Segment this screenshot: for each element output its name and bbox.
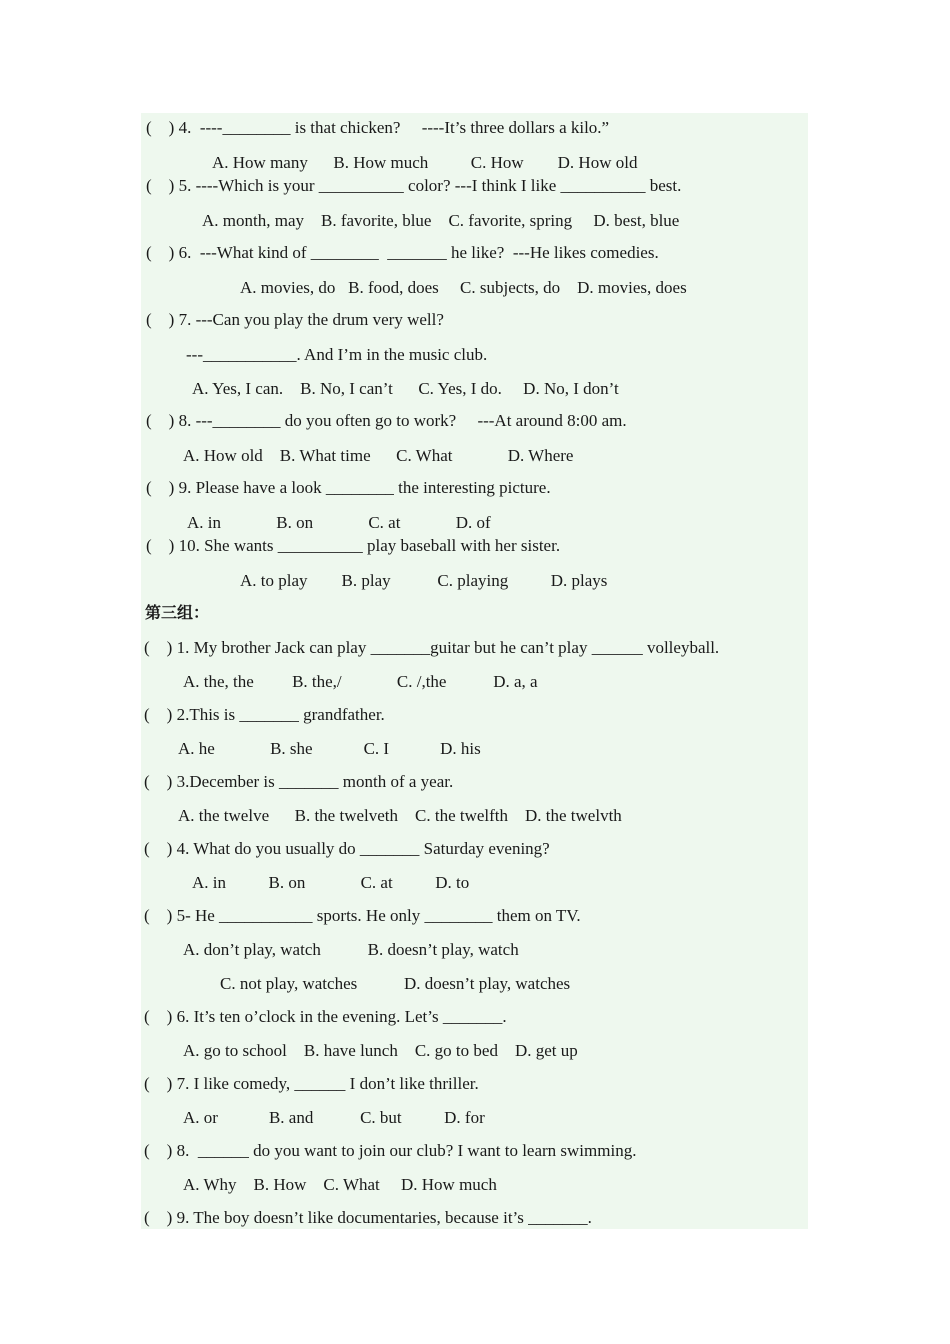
group3-options-5a: A. don’t play, watch B. doesn’t play, watch [183,940,519,959]
section-heading: 第三组： [145,603,210,622]
question-8: ( ) 8. ---________ do you often go to work? ---At around 8:00 am. [146,411,627,430]
group3-question-7: ( ) 7. I like comedy, ______ I don’t like thriller. [144,1074,479,1093]
options-7: A. Yes, I can. B. No, I can’t C. Yes, I do. D. No, I don’t [192,379,619,398]
group3-question-3: ( ) 3.December is _______ month of a year. [144,772,454,791]
group3-options-6: A. go to school B. have lunch C. go to bed D. get up [183,1041,578,1060]
question-7-continued: ---___________. And I’m in the music club. [186,345,488,364]
group3-options-4: A. in B. on C. at D. to [192,873,470,892]
group3-question-8: ( ) 8. ______ do you want to join our club? I want to learn swimming. [144,1141,637,1160]
options-5: A. month, may B. favorite, blue C. favorite, spring D. best, blue [202,211,680,230]
question-5: ( ) 5. ----Which is your __________ color? ---I think I like __________ best. [146,176,682,195]
options-8: A. How old B. What time C. What D. Where [183,446,574,465]
group3-question-9: ( ) 9. The boy doesn’t like documentaries, because it’s _______. [144,1208,592,1227]
group3-options-7: A. or B. and C. but D. for [183,1108,485,1127]
group3-question-4: ( ) 4. What do you usually do _______ Saturday evening? [144,839,550,858]
group3-question-5: ( ) 5- He ___________ sports. He only ________ them on TV. [144,906,581,925]
question-7: ( ) 7. ---Can you play the drum very well? [146,310,444,329]
group3-question-2: ( ) 2.This is _______ grandfather. [144,705,385,724]
options-4: A. How many B. How much C. How D. How old [212,153,638,172]
question-6: ( ) 6. ---What kind of ________ _______ he like? ---He likes comedies. [146,243,659,262]
options-9: A. in B. on C. at D. of [187,513,491,532]
question-4: ( ) 4. ----________ is that chicken? ----It’s three dollars a kilo.” [146,118,610,137]
group3-options-1: A. the, the B. the,/ C. /,the D. a, a [183,672,538,691]
options-6: A. movies, do B. food, does C. subjects, do D. movies, does [240,278,687,297]
group3-question-6: ( ) 6. It’s ten o’clock in the evening. Let’s _______. [144,1007,507,1026]
options-10: A. to play B. play C. playing D. plays [240,571,608,590]
group3-options-8: A. Why B. How C. What D. How much [183,1175,497,1194]
group3-options-5b: C. not play, watches D. doesn’t play, watches [220,974,571,993]
group3-options-3: A. the twelve B. the twelveth C. the twelfth D. the twelvth [178,806,622,825]
group3-question-1: ( ) 1. My brother Jack can play _______guitar but he can’t play ______ volleyball. [144,638,720,657]
group3-options-2: A. he B. she C. I D. his [178,739,481,758]
question-9: ( ) 9. Please have a look ________ the interesting picture. [146,478,551,497]
question-10: ( ) 10. She wants __________ play baseball with her sister. [146,536,561,555]
